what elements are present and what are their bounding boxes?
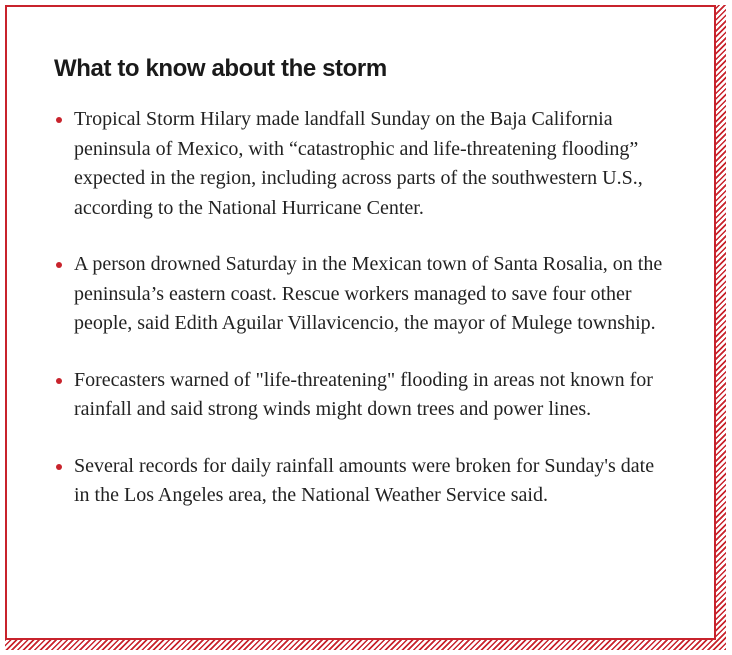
bullet-item <box>54 452 674 511</box>
bullet-dot-icon <box>56 262 62 268</box>
bullet-item <box>54 250 674 339</box>
bullet-text: Tropical Storm Hilary made landfall Sunday on the Baja California peninsula of Mexico, with “catastrophic and life-threatening flooding” expected in the region, including across parts of the southwestern U.S., according to the National Hurricane Center. <box>74 108 643 219</box>
info-box <box>5 5 726 650</box>
bullet-dot-icon <box>56 464 62 470</box>
bullet-item <box>54 366 674 425</box>
box-title: What to know about the storm <box>54 55 387 82</box>
bullet-dot-icon <box>56 378 62 384</box>
bullet-dot-icon <box>56 117 62 123</box>
bullet-text: Forecasters warned of "life-threatening" flooding in areas not known for rainfall and said strong winds might down trees and power lines. <box>74 368 653 420</box>
bullet-text: A person drowned Saturday in the Mexican town of Santa Rosalia, on the peninsula’s eastern coast. Rescue workers managed to save four other people, said Edith Aguilar Villavicencio, the mayor of Mulege township. <box>74 253 663 334</box>
info-card <box>5 5 716 640</box>
bullet-text: Several records for daily rainfall amounts were broken for Sunday's date in the Los Angeles area, the National Weather Service said. <box>74 454 655 506</box>
bullet-item <box>54 105 674 223</box>
bullet-list <box>54 105 674 511</box>
